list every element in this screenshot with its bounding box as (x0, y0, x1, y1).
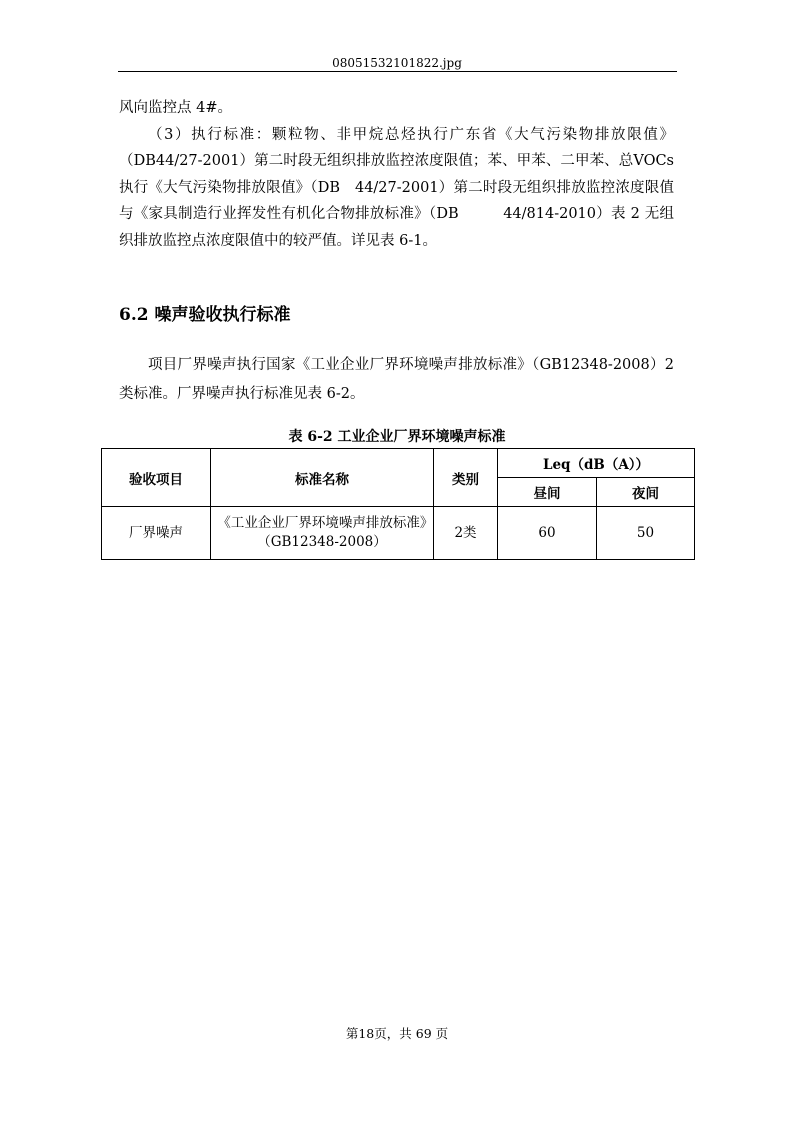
header-item: 验收项目 (102, 449, 211, 507)
cell-category: 2类 (434, 507, 498, 560)
cell-item: 厂界噪声 (102, 507, 211, 560)
header-day: 昼间 (498, 478, 597, 507)
cell-standard-name: 《工业企业厂界环境噪声排放标准》（GB12348-2008） (211, 507, 434, 560)
cell-day: 60 (498, 507, 597, 560)
body-line-1: 风向监控点 4#。 (119, 100, 232, 116)
table-row (102, 507, 695, 560)
header-standard-name: 标准名称 (211, 449, 434, 507)
header-filename: 08051532101822.jpg (332, 56, 462, 70)
table-caption: 表 6-2 工业企业厂界环境噪声标准 (288, 429, 506, 445)
header-category: 类别 (434, 449, 498, 507)
header-night: 夜间 (597, 478, 695, 507)
header-rule (118, 71, 677, 72)
section-heading: 6.2 噪声验收执行标准 (119, 305, 291, 325)
standard-paragraph: （3）执行标准：颗粒物、非甲烷总烃执行广东省《大气污染物排放限值》（DB44/27-2001）第二时段无组织排放监控浓度限值；苯、甲苯、二甲苯、总VOCs执行《大气污染物排放限值》（DB 44/27-2001）第二时段无组织排放监控浓度限值与《家具制造行业挥发性有机化合物排放标准》（DB 44/814-2010）表 2 无组织排放监控点浓度限值中的较严值。详见表 6-1。 (119, 126, 674, 249)
noise-standard-table (101, 448, 695, 560)
body-text (119, 95, 674, 254)
noise-paragraph-block (119, 351, 674, 408)
noise-paragraph: 项目厂界噪声执行国家《工业企业厂界环境噪声排放标准》（GB12348-2008）2 类标准。厂界噪声执行标准见表 6-2。 (119, 357, 674, 402)
table-header-row (102, 449, 695, 478)
cell-night: 50 (597, 507, 695, 560)
header-leq: Leq（dB（A）） (498, 449, 695, 478)
page-footer: 第18页，共 69 页 (345, 1026, 449, 1041)
